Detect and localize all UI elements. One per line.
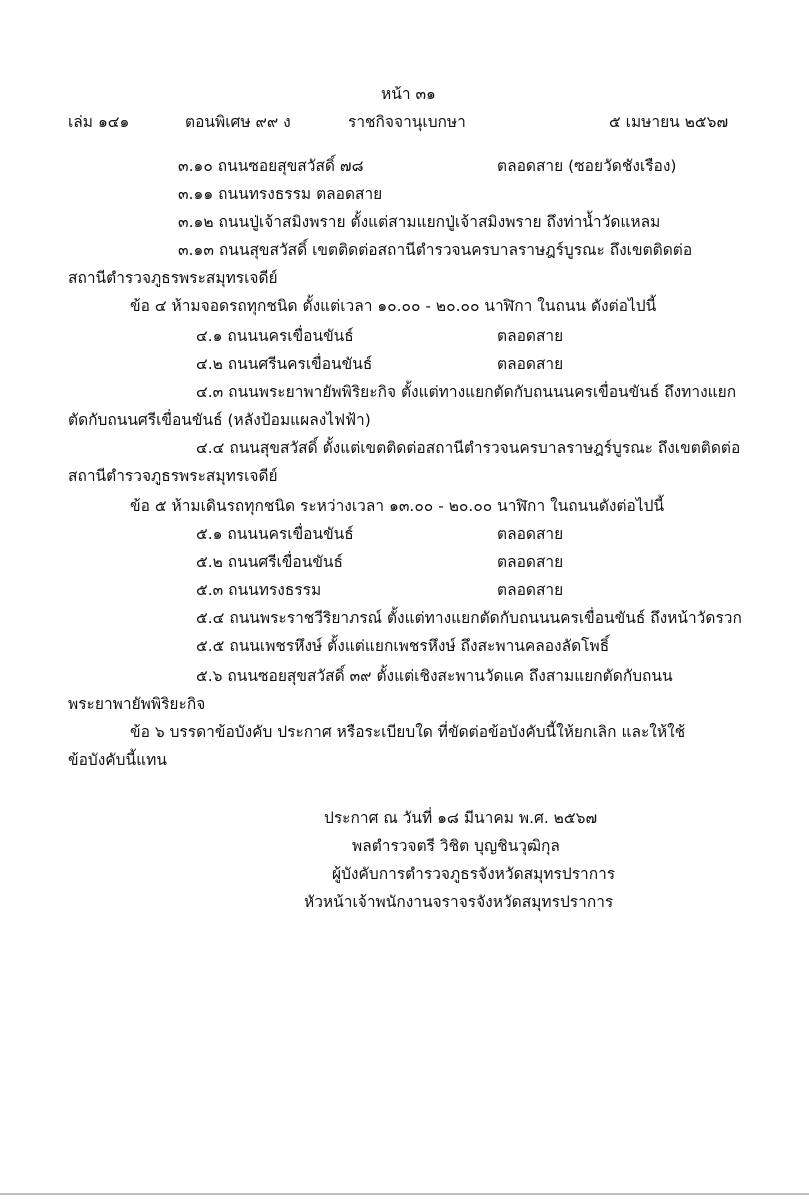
clause-5-heading: ข้อ ๕ ห้ามเดินรถทุกชนิด ระหว่างเวลา ๑๓.๐๐ - ๒๐.๐๐ นาฬิกา ในถนนดังต่อไปนี้ [130,497,665,515]
item-5-4: ๕.๔ ถนนพระราชวีริยาภรณ์ ตั้งแต่ทางแยกตัดกับถนนนครเขื่อนขันธ์ ถึงหน้าวัดรวก [196,609,742,627]
announcement-date: ประกาศ ณ วันที่ ๑๘ มีนาคม พ.ศ. ๒๕๖๗ [324,809,598,827]
item-5-2-range: ตลอดสาย [497,553,564,571]
item-3-13-line2: สถานีตำรวจภูธรพระสมุทรเจดีย์ [68,269,278,287]
page-number: หน้า ๓๑ [381,85,436,103]
item-4-4-line2: สถานีตำรวจภูธรพระสมุทรเจดีย์ [68,467,278,485]
item-5-2-road: ๕.๒ ถนนศรีเขื่อนขันธ์ [196,553,343,571]
volume-number: เล่ม ๑๔๑ [68,113,130,131]
item-3-13-line1: ๓.๑๓ ถนนสุขสวัสดิ์ เขตติดต่อสถานีตำรวจนครบาลราษฎร์บูรณะ ถึงเขตติดต่อ [178,241,693,259]
publication-name: ราชกิจจานุเบกษา [348,113,466,131]
item-4-2-road: ๔.๒ ถนนศรีนครเขื่อนขันธ์ [196,355,373,373]
signatory-name: พลตำรวจตรี วิชิต บุญชินวุฒิกุล [352,837,560,855]
item-4-4-line1: ๔.๔ ถนนสุขสวัสดิ์ ตั้งแต่เขตติดต่อสถานีตำรวจนครบาลราษฎร์บูรณะ ถึงเขตติดต่อ [196,439,741,457]
signatory-title-1: ผู้บังคับการตำรวจภูธรจังหวัดสมุทรปราการ [332,865,616,883]
item-3-11: ๓.๑๑ ถนนทรงธรรม ตลอดสาย [178,185,383,203]
item-5-5: ๕.๕ ถนนเพชรหึงษ์ ตั้งแต่แยกเพชรหึงษ์ ถึงสะพานคลองลัดโพธิ์ [196,637,610,655]
item-5-3-range: ตลอดสาย [497,581,564,599]
item-4-2-range: ตลอดสาย [497,355,564,373]
item-5-1-road: ๕.๑ ถนนนครเขื่อนขันธ์ [196,525,354,543]
item-5-6-line1: ๕.๖ ถนนซอยสุขสวัสดิ์ ๓๙ ตั้งแต่เชิงสะพานวัดแค ถึงสามแยกตัดกับถนน [196,667,673,685]
item-3-12: ๓.๑๒ ถนนปู่เจ้าสมิงพราย ตั้งแต่สามแยกปู่เจ้าสมิงพราย ถึงท่าน้ำวัดแหลม [178,213,661,231]
item-3-10-range: ตลอดสาย (ซอยวัดชังเรือง) [497,157,677,175]
item-4-1-road: ๔.๑ ถนนนครเขื่อนขันธ์ [196,327,354,345]
item-4-3-line1: ๔.๓ ถนนพระยาพายัพพิริยะกิจ ตั้งแต่ทางแยกตัดกับถนนนครเขื่อนขันธ์ ถึงทางแยก [196,383,737,401]
publication-date: ๕ เมษายน ๒๕๖๗ [609,113,729,131]
item-3-10-road: ๓.๑๐ ถนนซอยสุขสวัสดิ์ ๗๘ [178,157,364,175]
clause-6-line2: ข้อบังคับนี้แทน [68,751,167,769]
issue-number: ตอนพิเศษ ๙๙ ง [185,113,291,131]
item-5-6-line2: พระยาพายัพพิริยะกิจ [68,695,206,713]
bottom-divider [0,1193,809,1195]
signatory-title-2: หัวหน้าเจ้าพนักงานจราจรจังหวัดสมุทรปราการ [304,893,614,911]
item-4-3-line2: ตัดกับถนนศรีเขื่อนขันธ์ (หลังป้อมแผลงไฟฟ้า) [68,411,371,429]
clause-6-line1: ข้อ ๖ บรรดาข้อบังคับ ประกาศ หรือระเบียบใด ที่ขัดต่อข้อบังคับนี้ให้ยกเลิก และให้ใช้ [130,723,686,741]
item-5-3-road: ๕.๓ ถนนทรงธรรม [196,581,322,599]
clause-4-heading: ข้อ ๔ ห้ามจอดรถทุกชนิด ตั้งแต่เวลา ๑๐.๐๐ - ๒๐.๐๐ นาฬิกา ในถนน ดังต่อไปนี้ [130,297,657,315]
item-5-1-range: ตลอดสาย [497,525,564,543]
item-4-1-range: ตลอดสาย [497,327,564,345]
